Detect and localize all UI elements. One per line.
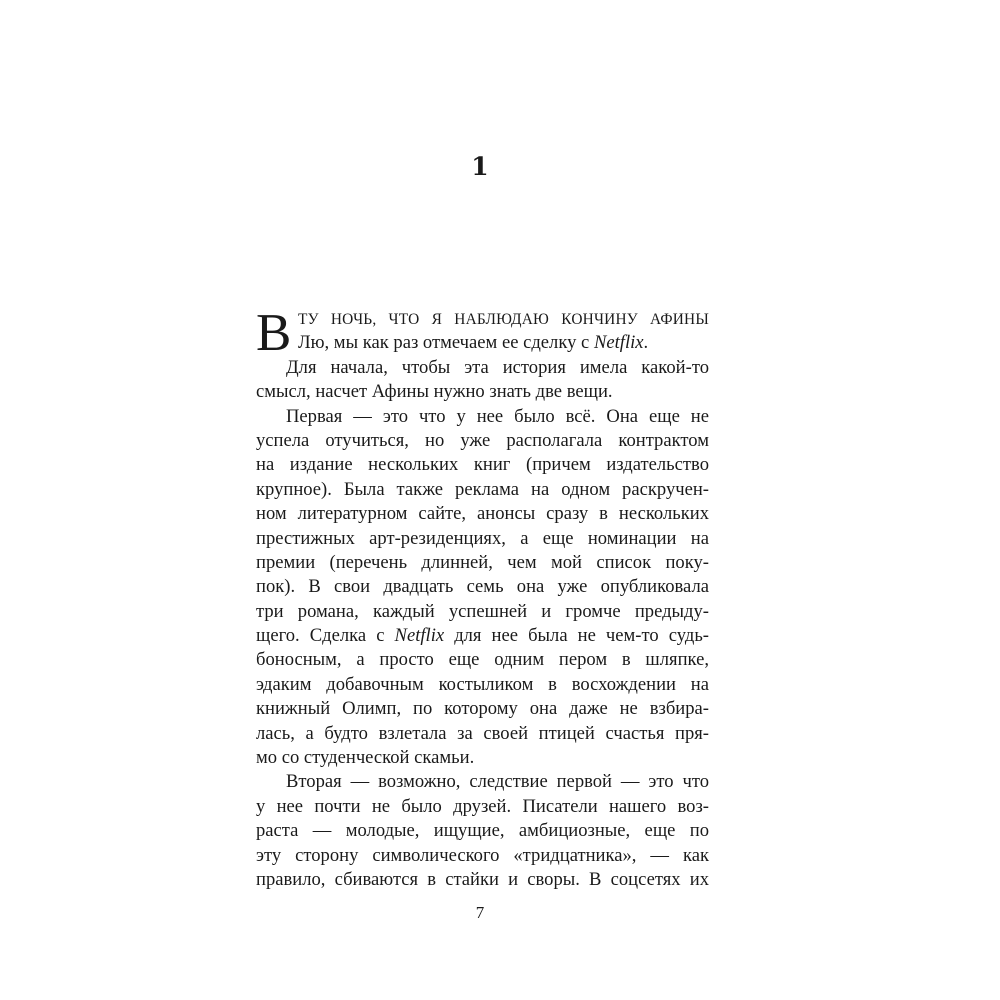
chapter-number: 1 <box>471 152 489 181</box>
text-line: успела отучиться, но уже располагала контрактом <box>256 429 709 451</box>
text-line: мо со студенческой скамьи. <box>256 747 475 769</box>
text-line: смысл, насчет Афины нужно знать две вещи. <box>256 381 613 403</box>
text-line: боносным, а просто еще одним пером в шляпке, <box>256 649 709 671</box>
text-line: правило, сбиваются в стайки и своры. В соцсетях их <box>256 868 709 890</box>
text-line: щего. Сделка с Netflix для нее была не чем-то судь- <box>256 625 709 647</box>
text-line: эдаким добавочным костыликом в восхождении на <box>256 673 709 695</box>
paragraph <box>256 356 709 405</box>
text-line: книжный Олимп, по которому она даже не взбира- <box>256 698 709 720</box>
paragraph <box>256 405 709 771</box>
text-line: пок). В свои двадцать семь она уже опубликовала <box>256 576 709 598</box>
text-line: на издание нескольких книг (причем издательство <box>256 454 709 476</box>
text-line: Лю, мы как раз отмечаем ее сделку с Netflix. <box>298 332 649 354</box>
body-text <box>256 304 709 892</box>
text-line: престижных арт-резиденциях, а еще номинации на <box>256 527 709 549</box>
text-line: премии (перечень длинней, чем мой список поку- <box>256 551 709 573</box>
text-line: крупное). Была также реклама на одном раскручен- <box>256 478 709 500</box>
text-line: эту сторону символического «тридцатника», — как <box>256 844 709 866</box>
text-line: Для начала, чтобы эта история имела какой-то <box>286 356 709 378</box>
smallcaps-lead: ТУ НОЧЬ, ЧТО Я НАБЛЮДАЮ КОНЧИНУ АФИНЫ <box>298 311 709 328</box>
paragraph <box>256 770 709 892</box>
text-line <box>256 307 709 331</box>
drop-cap: В <box>256 304 292 362</box>
text-line: раста — молодые, ищущие, амбициозные, еще по <box>256 820 709 842</box>
italic-term: Netflix <box>394 625 445 647</box>
text-line: Вторая — возможно, следствие первой — это что <box>286 771 709 793</box>
italic-term: Netflix <box>593 332 644 354</box>
text-line: лась, а будто взлетала за своей птицей счастья пря- <box>256 722 709 744</box>
text-line: ном литературном сайте, анонсы сразу в нескольких <box>256 503 709 525</box>
text-line: у нее почти не было друзей. Писатели нашего воз- <box>256 795 709 817</box>
text-line: Первая — это что у нее было всё. Она еще не <box>286 405 709 427</box>
opening-paragraph <box>256 304 709 362</box>
page-number: 7 <box>475 903 485 922</box>
text-line: три романа, каждый успешней и громче предыду- <box>256 600 709 622</box>
